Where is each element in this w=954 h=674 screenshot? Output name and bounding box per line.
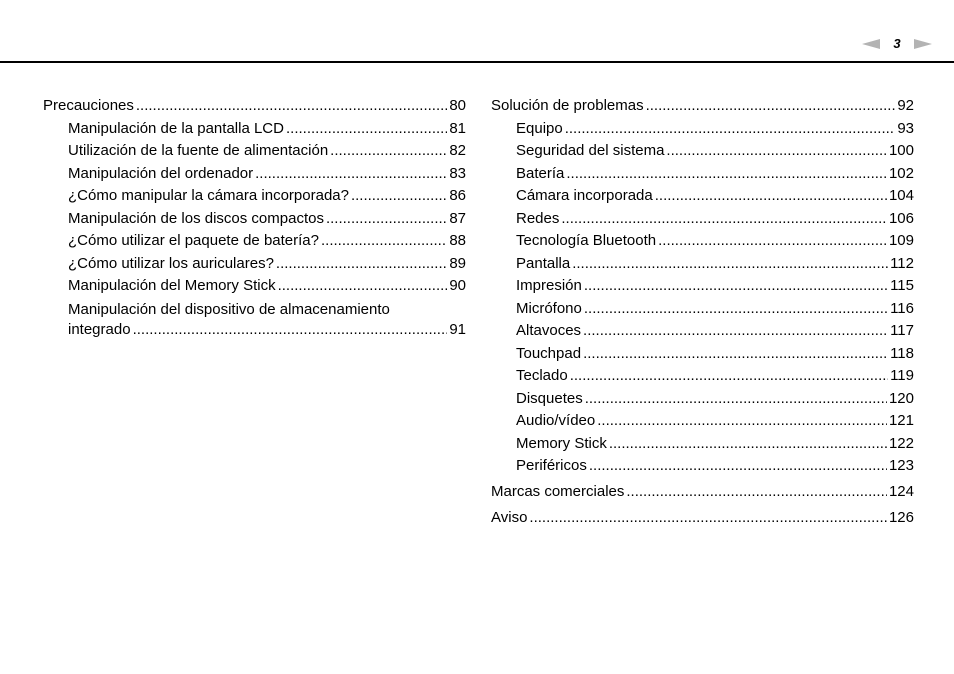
toc-leader-dots bbox=[583, 320, 888, 343]
toc-entry[interactable] bbox=[516, 140, 914, 163]
toc-leader-dots bbox=[351, 185, 447, 208]
toc-entry[interactable] bbox=[516, 185, 914, 208]
toc-entry-title: Tecnología Bluetooth bbox=[516, 232, 657, 249]
toc-leader-dots bbox=[565, 118, 896, 141]
toc-entry-title-continued: integrado bbox=[68, 320, 131, 338]
toc-entry-title: Equipo bbox=[516, 119, 563, 137]
toc-entry-page: 88 bbox=[449, 232, 466, 249]
toc-entry-page: 124 bbox=[888, 483, 914, 500]
toc-entry[interactable] bbox=[516, 433, 914, 456]
toc-leader-dots bbox=[609, 433, 887, 456]
toc-entry-title: Batería bbox=[516, 164, 565, 182]
toc-entry[interactable] bbox=[68, 140, 466, 163]
toc-entry[interactable] bbox=[516, 275, 914, 298]
toc-entry[interactable] bbox=[516, 230, 914, 253]
toc-entry[interactable] bbox=[68, 185, 466, 208]
toc-leader-dots bbox=[589, 455, 887, 478]
toc-entry[interactable] bbox=[68, 208, 466, 231]
toc-entry-title: Manipulación del Memory Stick bbox=[68, 277, 276, 294]
toc-entry[interactable] bbox=[68, 275, 466, 298]
toc-entry-page: 90 bbox=[449, 277, 466, 294]
toc-entry[interactable] bbox=[68, 253, 466, 276]
toc-entry-page: 91 bbox=[449, 320, 466, 338]
toc-entry-page: 112 bbox=[890, 254, 914, 272]
toc-entry[interactable] bbox=[68, 300, 466, 340]
toc-entry-page: 117 bbox=[890, 322, 914, 339]
toc-entry-page: 123 bbox=[888, 457, 914, 474]
toc-entry[interactable] bbox=[516, 455, 914, 478]
toc-leader-dots bbox=[276, 253, 447, 276]
toc-leader-dots bbox=[583, 343, 888, 366]
toc-entry-page: 82 bbox=[449, 142, 466, 159]
toc-entry-title: Utilización de la fuente de alimentación bbox=[68, 142, 329, 159]
toc-entry[interactable] bbox=[516, 410, 914, 433]
toc-entry[interactable] bbox=[516, 163, 914, 186]
toc-leader-dots bbox=[584, 275, 888, 298]
toc-right-column bbox=[491, 95, 914, 530]
toc-entry-title: Altavoces bbox=[516, 322, 582, 339]
toc-entry-page: 86 bbox=[449, 187, 466, 204]
toc-left-column bbox=[43, 95, 466, 340]
toc-entry-title: Memory Stick bbox=[516, 434, 607, 452]
toc-leader-dots bbox=[278, 275, 448, 298]
toc-leader-dots bbox=[255, 163, 447, 186]
toc-leader-dots bbox=[326, 208, 447, 231]
header-rule bbox=[0, 61, 954, 63]
toc-entry-page: 83 bbox=[449, 164, 466, 182]
toc-leader-dots bbox=[321, 230, 447, 253]
toc-leader-dots bbox=[655, 185, 887, 208]
toc-entry-title: Micrófono bbox=[516, 299, 582, 317]
toc-entry-title: ¿Cómo utilizar el paquete de batería? bbox=[68, 232, 319, 249]
toc-leader-dots bbox=[585, 388, 887, 411]
toc-entry[interactable] bbox=[516, 298, 914, 321]
toc-leader-dots bbox=[626, 481, 887, 504]
toc-entry-page: 93 bbox=[897, 119, 914, 137]
toc-entry-title: Redes bbox=[516, 209, 560, 227]
toc-entry-page: 120 bbox=[888, 389, 914, 407]
toc-leader-dots bbox=[330, 140, 447, 163]
toc-entry[interactable] bbox=[516, 388, 914, 411]
toc-leader-dots bbox=[136, 95, 447, 118]
toc-entry-title: Impresión bbox=[516, 277, 582, 294]
toc-leader-dots bbox=[584, 298, 888, 321]
toc-leader-dots bbox=[570, 365, 888, 388]
toc-entry-title: Aviso bbox=[491, 509, 528, 526]
toc-entry-aviso[interactable] bbox=[491, 507, 914, 530]
toc-entry-page: 106 bbox=[888, 209, 914, 227]
toc-entry-title: Pantalla bbox=[516, 254, 571, 272]
toc-entry[interactable] bbox=[68, 230, 466, 253]
toc-entry-page: 121 bbox=[888, 412, 914, 429]
toc-entry-title: Precauciones bbox=[43, 97, 134, 114]
toc-leader-dots bbox=[561, 208, 887, 231]
toc-entry-page: 89 bbox=[449, 254, 466, 272]
next-page-arrow-icon[interactable] bbox=[914, 39, 932, 49]
toc-entry-page: 81 bbox=[449, 119, 466, 137]
toc-leader-dots bbox=[529, 507, 887, 530]
toc-entry-title: Teclado bbox=[516, 367, 568, 384]
toc-entry[interactable] bbox=[516, 253, 914, 276]
toc-entry-page: 92 bbox=[897, 97, 914, 114]
toc-leader-dots bbox=[286, 118, 447, 141]
toc-entry-title: Periféricos bbox=[516, 457, 587, 474]
toc-entry-title: Solución de problemas bbox=[491, 97, 644, 114]
toc-entry-page: 100 bbox=[888, 142, 914, 159]
toc-entry-page: 115 bbox=[890, 277, 914, 294]
toc-entry-page: 102 bbox=[888, 164, 914, 182]
toc-entry[interactable] bbox=[516, 343, 914, 366]
toc-entry-page: 126 bbox=[888, 509, 914, 526]
page-header bbox=[0, 0, 954, 64]
toc-entry[interactable] bbox=[516, 208, 914, 231]
toc-entry-page: 118 bbox=[890, 344, 914, 362]
toc-entry-title: Manipulación del dispositivo de almacenamiento bbox=[68, 300, 390, 318]
toc-entry-page: 87 bbox=[449, 209, 466, 227]
toc-entry-page: 109 bbox=[888, 232, 914, 249]
toc-entry-page: 122 bbox=[888, 434, 914, 452]
toc-leader-dots bbox=[566, 163, 887, 186]
toc-entry[interactable] bbox=[516, 365, 914, 388]
toc-entry-title: Touchpad bbox=[516, 344, 582, 362]
toc-entry-solucion-de-problemas[interactable] bbox=[491, 95, 914, 118]
toc-leader-dots bbox=[666, 140, 887, 163]
toc-leader-dots bbox=[597, 410, 887, 433]
toc-entry-page: 119 bbox=[890, 367, 914, 384]
toc-leader-dots bbox=[133, 320, 448, 340]
toc-entry-title: Manipulación de los discos compactos bbox=[68, 209, 324, 227]
toc-entry-title: Manipulación de la pantalla LCD bbox=[68, 119, 284, 137]
toc-entry-page: 104 bbox=[888, 187, 914, 204]
toc-entry[interactable] bbox=[68, 163, 466, 186]
toc-entry-title: Cámara incorporada bbox=[516, 187, 653, 204]
toc-entry-page: 116 bbox=[890, 299, 914, 317]
toc-entry-title: Seguridad del sistema bbox=[516, 142, 665, 159]
toc-entry-marcas-comerciales[interactable] bbox=[491, 481, 914, 504]
toc-entry-title: ¿Cómo utilizar los auriculares? bbox=[68, 254, 274, 272]
toc-entry-page: 80 bbox=[449, 97, 466, 114]
toc-entry[interactable] bbox=[516, 320, 914, 343]
toc-entry-title: Disquetes bbox=[516, 389, 583, 407]
page-number: 3 bbox=[893, 36, 901, 51]
toc-entry-title: Marcas comerciales bbox=[491, 483, 625, 500]
toc-entry-title: Manipulación del ordenador bbox=[68, 164, 254, 182]
toc-entry-title: Audio/vídeo bbox=[516, 412, 596, 429]
toc-leader-dots bbox=[572, 253, 888, 276]
toc-leader-dots bbox=[646, 95, 896, 118]
toc-leader-dots bbox=[658, 230, 887, 253]
previous-page-arrow-icon[interactable] bbox=[862, 39, 880, 49]
toc-entry-title: ¿Cómo manipular la cámara incorporada? bbox=[68, 187, 349, 204]
toc-entry[interactable] bbox=[516, 118, 914, 141]
toc-entry-precauciones[interactable] bbox=[43, 95, 466, 118]
toc-entry[interactable] bbox=[68, 118, 466, 141]
